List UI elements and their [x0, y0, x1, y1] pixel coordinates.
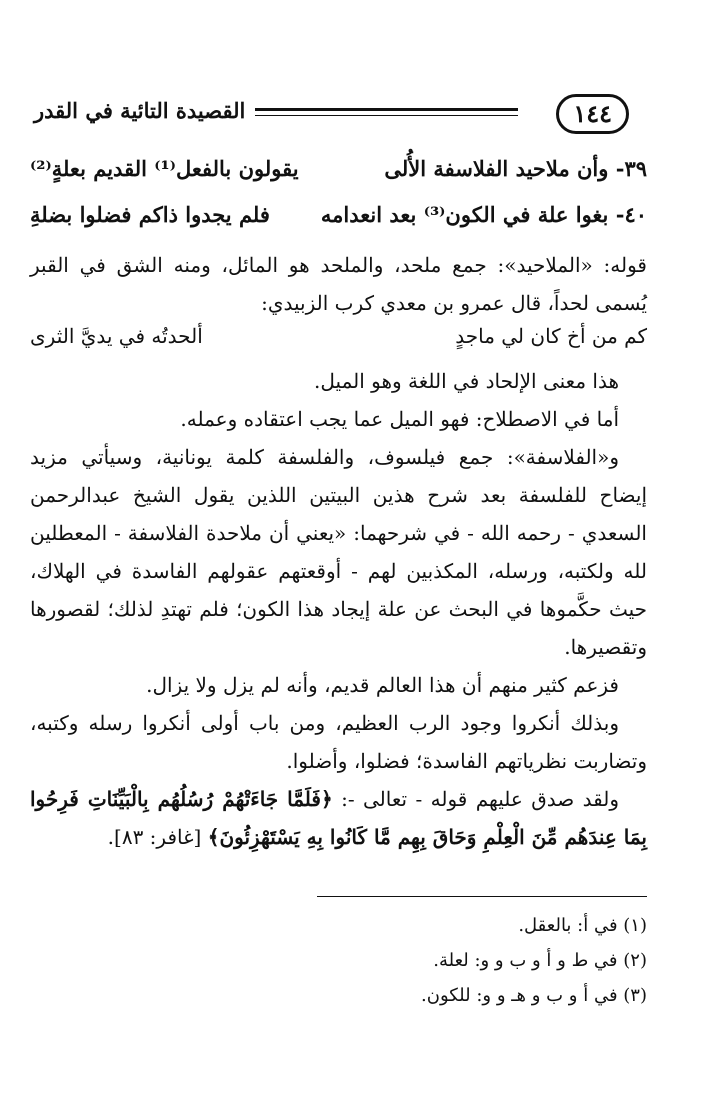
- footnote-divider: [317, 896, 647, 897]
- quran-quote: ﴿فَلَمَّا جَاءَتْهُمْ رُسُلُهُم بِالْبَيِّنَاتِ فَرِحُوا بِمَا عِندَهُم مِّنَ الْعِلْمِ وَحَاقَ بِهِم مَّا كَانُوا بِهِ يَسْتَهْزِئُونَ﴾: [30, 787, 647, 849]
- paragraph: و«الفلاسفة»: جمع فيلسوف، والفلسفة كلمة يونانية، وسيأتي مزيد إيضاح للفلسفة بعد شرح هذين البيتين اللذين يقول الشيخ عبدالرحمن السعدي - رحمه الله - في شرحهما: «يعني أن ملاحدة الفلاسفة - المعطلين لله ولكتبه، ورسله، المكذبين لهم - أوقعتهم عقولهم الفاسدة في الهلاك، حيث حكَّموها في البحث عن علة إيجاد هذا الكون؛ فلم تهتدِ لذلك؛ لقصورها وتقصيرها.: [30, 445, 647, 659]
- paragraph: قوله: «الملاحيد»: جمع ملحد، والملحد هو المائل، ومنه الشق في القبر يُسمى لحداً، قال عمرو بن معدي كرب الزبيدي:: [30, 253, 647, 315]
- header-rule-thin: [255, 115, 518, 116]
- poem-second-hemistich: ألحدتُه في يديَّ الثرى: [30, 324, 203, 348]
- paragraph: أما في الاصطلاح: فهو الميل عما يجب اعتقاده وعمله.: [180, 407, 619, 431]
- verse-first-hemistich: ٤٠- بغوا علة في الكون⁽³⁾ بعد انعدامه: [320, 202, 647, 227]
- footnote: (١) في أ: بالعقل.: [518, 915, 647, 936]
- footnote: (٣) في أ و ب و هـ و و: للكون.: [421, 985, 647, 1006]
- poetry-line: [30, 324, 647, 362]
- verse-first-hemistich: ٣٩- وأن ملاحيد الفلاسفة الأُلى: [384, 156, 647, 181]
- running-title: القصيدة التائية في القدر: [34, 98, 246, 123]
- body-text: [30, 362, 647, 856]
- page-number: ١٤٤: [556, 94, 629, 134]
- quran-reference: [غافر: ٨٣].: [107, 825, 202, 849]
- quote-intro: ولقد صدق عليهم قوله - تعالى -:: [341, 787, 620, 811]
- page-header: [30, 94, 673, 134]
- poem-first-hemistich: كم من أخ كان لي ماجدٍ: [455, 324, 647, 348]
- paragraph: [30, 780, 647, 856]
- footnote: (٢) في ط و أ و ب و و: لعلة.: [433, 950, 647, 971]
- verse-40: [30, 202, 647, 240]
- paragraph: هذا معنى الإلحاد في اللغة وهو الميل.: [314, 369, 619, 393]
- verse-39: [30, 156, 647, 194]
- paragraph: وبذلك أنكروا وجود الرب العظيم، ومن باب أولى أنكروا رسله وكتبه، وتضاربت نظرياتهم الفاسدة؛ فضلوا، وأضلوا.: [30, 711, 647, 773]
- footnotes: [30, 908, 647, 1013]
- paragraph: فزعم كثير منهم أن هذا العالم قديم، وأنه لم يزل ولا يزال.: [146, 673, 619, 697]
- body-text-intro: [30, 246, 647, 322]
- verse-second-hemistich: يقولون بالفعل⁽¹⁾ القديم بعلةٍ⁽²⁾: [30, 156, 299, 181]
- verse-second-hemistich: فلم يجدوا ذاكم فضلوا بضلةِ: [30, 202, 270, 227]
- header-rule: [255, 108, 518, 111]
